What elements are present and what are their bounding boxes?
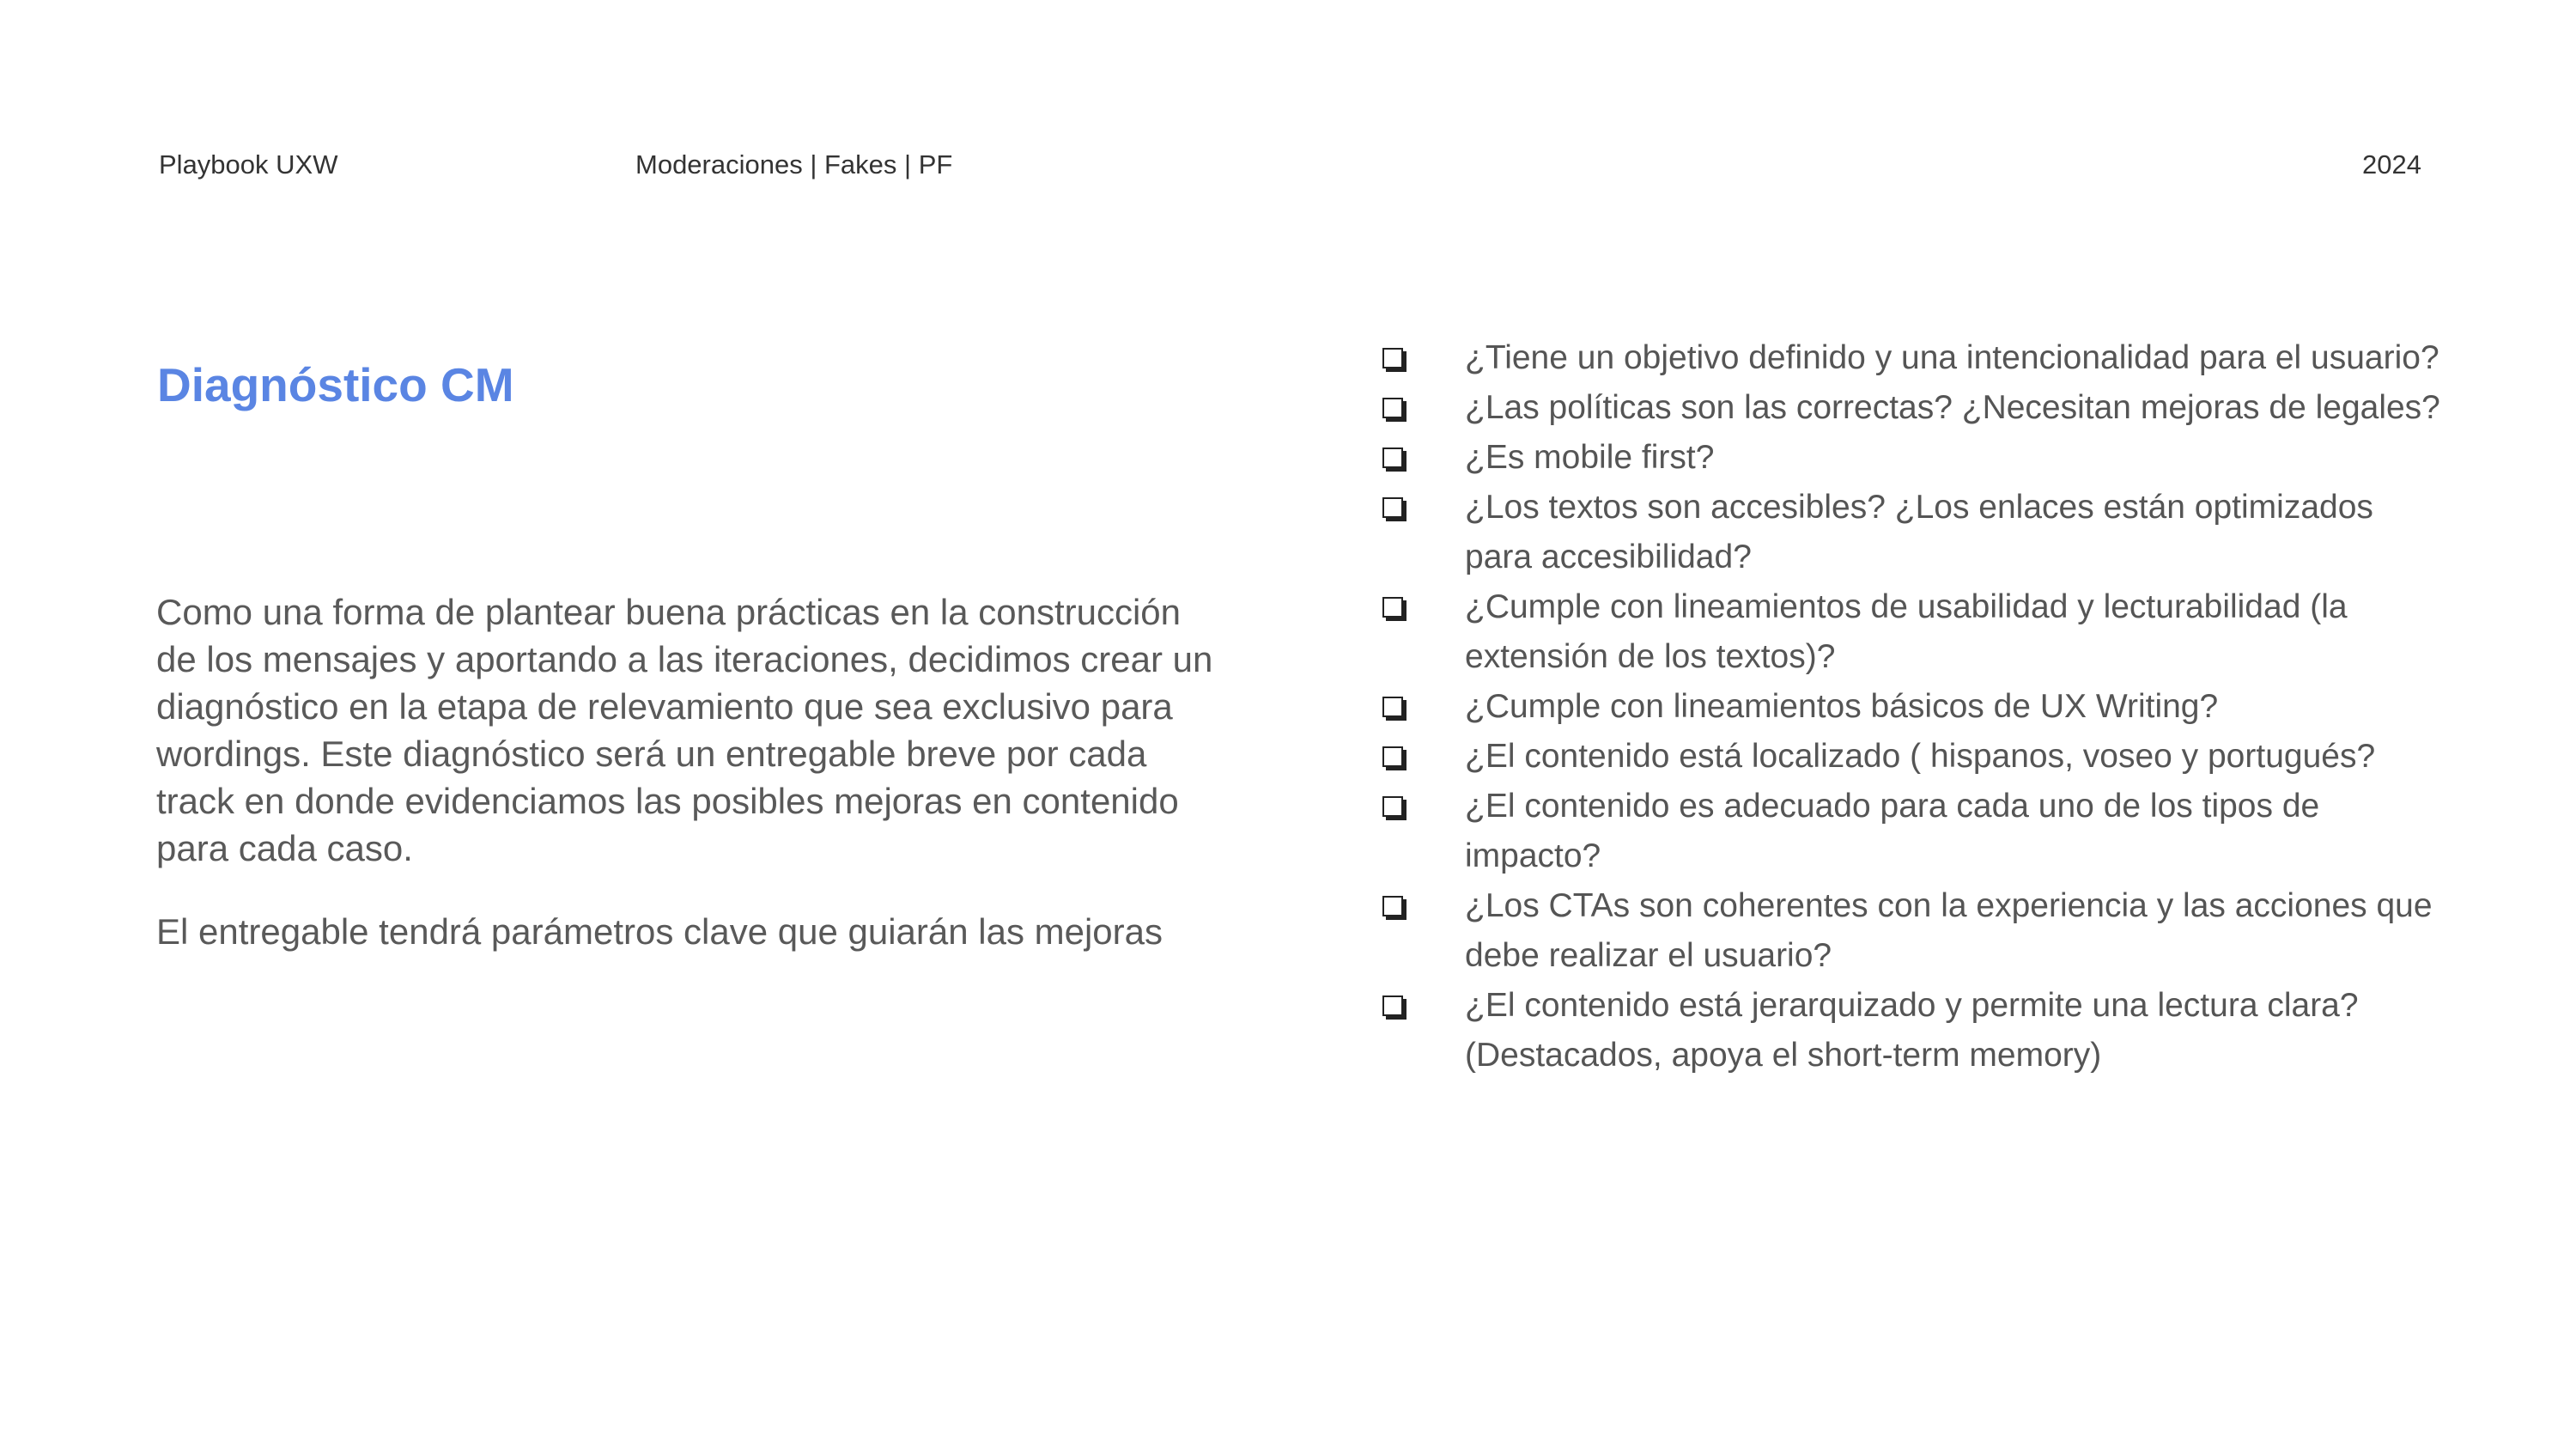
checklist-item (1382, 732, 2447, 782)
diagnostic-checklist (1382, 333, 2447, 1081)
checklist-item-text: ¿Es mobile first? (1465, 439, 1715, 476)
description-paragraph-1: Como una forma de plantear buena prácticas en la construcción de los mensajes y aportando a las iteraciones, decidimos crear un diagnóstico en la etapa de relevamiento que sea exclusivo para wordings. Este diagnóstico será un entregable breve por cada track en donde evidenciamos las posibles mejoras en contenido para cada caso. (156, 592, 1213, 868)
checklist-item-text: ¿Cumple con lineamientos de usabilidad y lecturabilidad (la extensión de los textos)? (1465, 588, 2348, 675)
checklist-item (1382, 333, 2447, 383)
description-paragraph-2: El entregable tendrá parámetros clave que guiarán las mejoras (156, 911, 1163, 952)
checklist-item (1382, 881, 2447, 981)
checkbox-icon (1382, 348, 1403, 368)
checkbox-icon (1382, 896, 1403, 916)
checkbox-icon (1382, 398, 1403, 418)
header-year: 2024 (2362, 149, 2421, 180)
checklist-item (1382, 383, 2447, 433)
checklist-item-text: ¿Las políticas son las correctas? ¿Necesitan mejoras de legales? (1465, 389, 2440, 426)
checkbox-icon (1382, 597, 1403, 618)
checkbox-icon (1382, 796, 1403, 817)
checklist-item (1382, 682, 2447, 732)
checklist-item (1382, 782, 2447, 881)
checklist-item (1382, 981, 2447, 1081)
checklist-item-text: ¿Cumple con lineamientos básicos de UX Writing? (1465, 688, 2219, 725)
checkbox-icon (1382, 697, 1403, 717)
checkbox-icon (1382, 497, 1403, 518)
checklist-item-text: ¿Tiene un objetivo definido y una intencionalidad para el usuario? (1465, 339, 2439, 376)
header-playbook: Playbook UXW (159, 149, 338, 180)
description (156, 588, 1230, 991)
checklist-item (1382, 433, 2447, 483)
checklist-item (1382, 483, 2447, 582)
checklist-item-text: ¿El contenido está jerarquizado y permite una lectura clara? (Destacados, apoya el short-term memory) (1465, 987, 2359, 1074)
checklist-item-text: ¿El contenido está localizado ( hispanos, voseo y portugués? (1465, 738, 2376, 775)
checklist-item-text: ¿El contenido es adecuado para cada uno de los tipos de impacto? (1465, 788, 2320, 874)
checklist-item-text: ¿Los CTAs son coherentes con la experiencia y las acciones que debe realizar el usuario? (1465, 887, 2433, 974)
checklist-item-text: ¿Los textos son accesibles? ¿Los enlaces están optimizados para accesibilidad? (1465, 489, 2373, 575)
checkbox-icon (1382, 995, 1403, 1016)
header-section: Moderaciones | Fakes | PF (635, 149, 953, 180)
checkbox-icon (1382, 746, 1403, 767)
page-title: Diagnóstico CM (157, 358, 514, 411)
checkbox-icon (1382, 447, 1403, 468)
checklist-item (1382, 582, 2447, 682)
